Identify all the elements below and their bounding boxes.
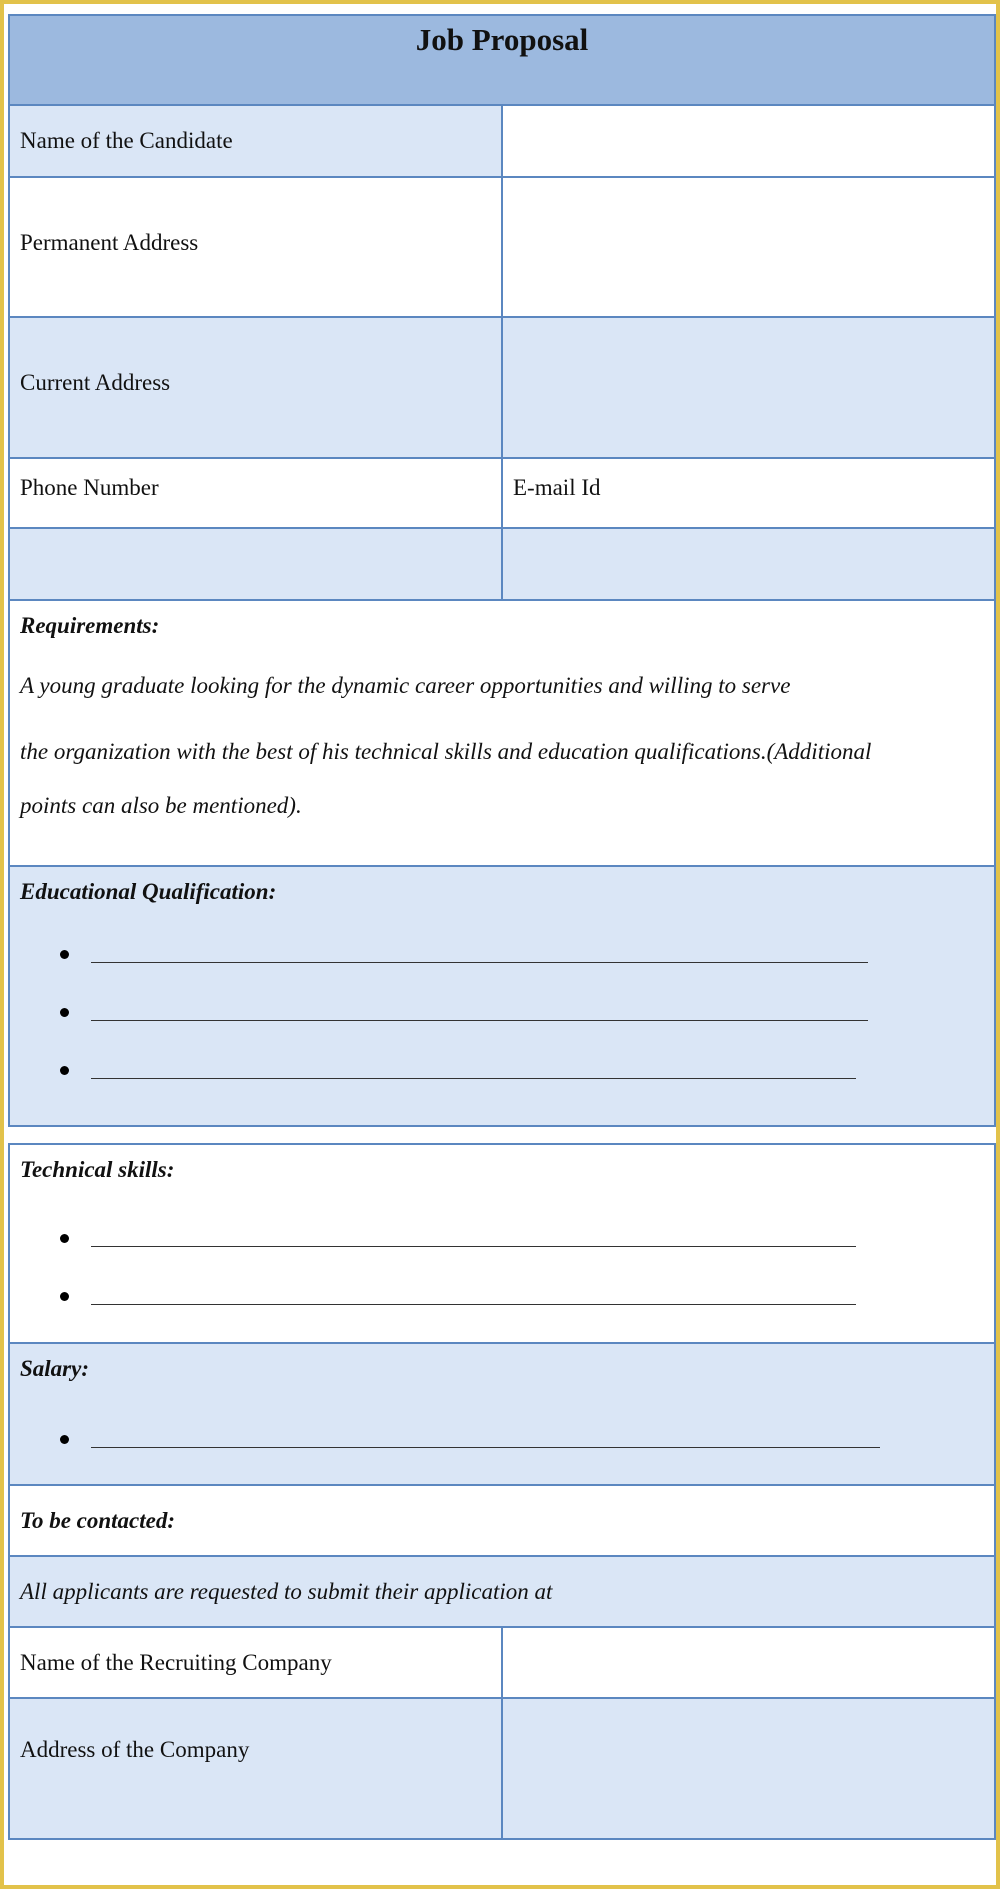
job-proposal-form bbox=[8, 14, 994, 1840]
technical-item bbox=[20, 1195, 984, 1253]
education-item bbox=[20, 1027, 984, 1085]
education-item bbox=[20, 969, 984, 1027]
bullet-icon bbox=[60, 1066, 69, 1075]
education-item bbox=[20, 911, 984, 969]
company-address-field[interactable] bbox=[502, 1698, 995, 1839]
technical-title: Technical skills: bbox=[20, 1157, 175, 1182]
form-table-bottom bbox=[8, 1143, 996, 1840]
bullet-icon bbox=[60, 1234, 69, 1243]
requirements-title: Requirements: bbox=[20, 613, 160, 638]
permanent-address-label-cell bbox=[9, 177, 502, 317]
email-field[interactable] bbox=[502, 528, 995, 600]
company-address-label-cell bbox=[9, 1698, 502, 1839]
company-name-field[interactable] bbox=[502, 1627, 995, 1698]
phone-label: Phone Number bbox=[20, 475, 159, 500]
technical-list bbox=[20, 1195, 984, 1311]
education-title: Educational Qualification: bbox=[20, 879, 277, 904]
current-address-label: Current Address bbox=[20, 370, 171, 395]
permanent-address-field[interactable] bbox=[502, 177, 995, 317]
requirements-line-1: A young graduate looking for the dynamic career opportunities and willing to serve bbox=[20, 673, 791, 698]
contact-title-cell bbox=[9, 1485, 995, 1556]
phone-label-cell bbox=[9, 458, 502, 528]
permanent-address-label: Permanent Address bbox=[20, 230, 199, 255]
company-address-label: Address of the Company bbox=[20, 1737, 250, 1762]
current-address-field[interactable] bbox=[502, 317, 995, 458]
form-title-cell bbox=[9, 15, 995, 105]
contact-note-cell bbox=[9, 1556, 995, 1627]
contact-note: All applicants are requested to submit their application at bbox=[20, 1578, 553, 1604]
education-blank-line[interactable] bbox=[91, 1077, 856, 1079]
requirements-line-2: the organization with the best of his technical skills and education qualifications.(Additional bbox=[20, 739, 872, 764]
salary-item bbox=[20, 1396, 984, 1454]
technical-blank-line[interactable] bbox=[91, 1245, 856, 1247]
candidate-name-label-cell bbox=[9, 105, 502, 177]
education-blank-line[interactable] bbox=[91, 961, 868, 963]
education-section bbox=[9, 866, 995, 1126]
bullet-icon bbox=[60, 1435, 69, 1444]
form-table-top bbox=[8, 14, 996, 1127]
bullet-icon bbox=[60, 1008, 69, 1017]
salary-list bbox=[20, 1396, 984, 1454]
email-label: E-mail Id bbox=[513, 475, 601, 500]
bullet-icon bbox=[60, 1292, 69, 1301]
requirements-line-3: points can also be mentioned). bbox=[20, 793, 302, 818]
salary-blank-line[interactable] bbox=[91, 1446, 880, 1448]
company-name-label: Name of the Recruiting Company bbox=[20, 1649, 332, 1675]
education-blank-line[interactable] bbox=[91, 1019, 868, 1021]
contact-title: To be contacted: bbox=[20, 1507, 176, 1533]
technical-section bbox=[9, 1144, 995, 1343]
candidate-name-field[interactable] bbox=[502, 105, 995, 177]
requirements-section bbox=[9, 600, 995, 866]
education-list bbox=[20, 911, 984, 1085]
technical-blank-line[interactable] bbox=[91, 1303, 856, 1305]
candidate-name-label: Name of the Candidate bbox=[20, 128, 233, 153]
form-title: Job Proposal bbox=[415, 22, 589, 57]
email-label-cell bbox=[502, 458, 995, 528]
technical-item bbox=[20, 1253, 984, 1311]
current-address-label-cell bbox=[9, 317, 502, 458]
company-name-label-cell bbox=[9, 1627, 502, 1698]
phone-field[interactable] bbox=[9, 528, 502, 600]
bullet-icon bbox=[60, 950, 69, 959]
salary-title: Salary: bbox=[20, 1356, 89, 1381]
salary-section bbox=[9, 1343, 995, 1485]
